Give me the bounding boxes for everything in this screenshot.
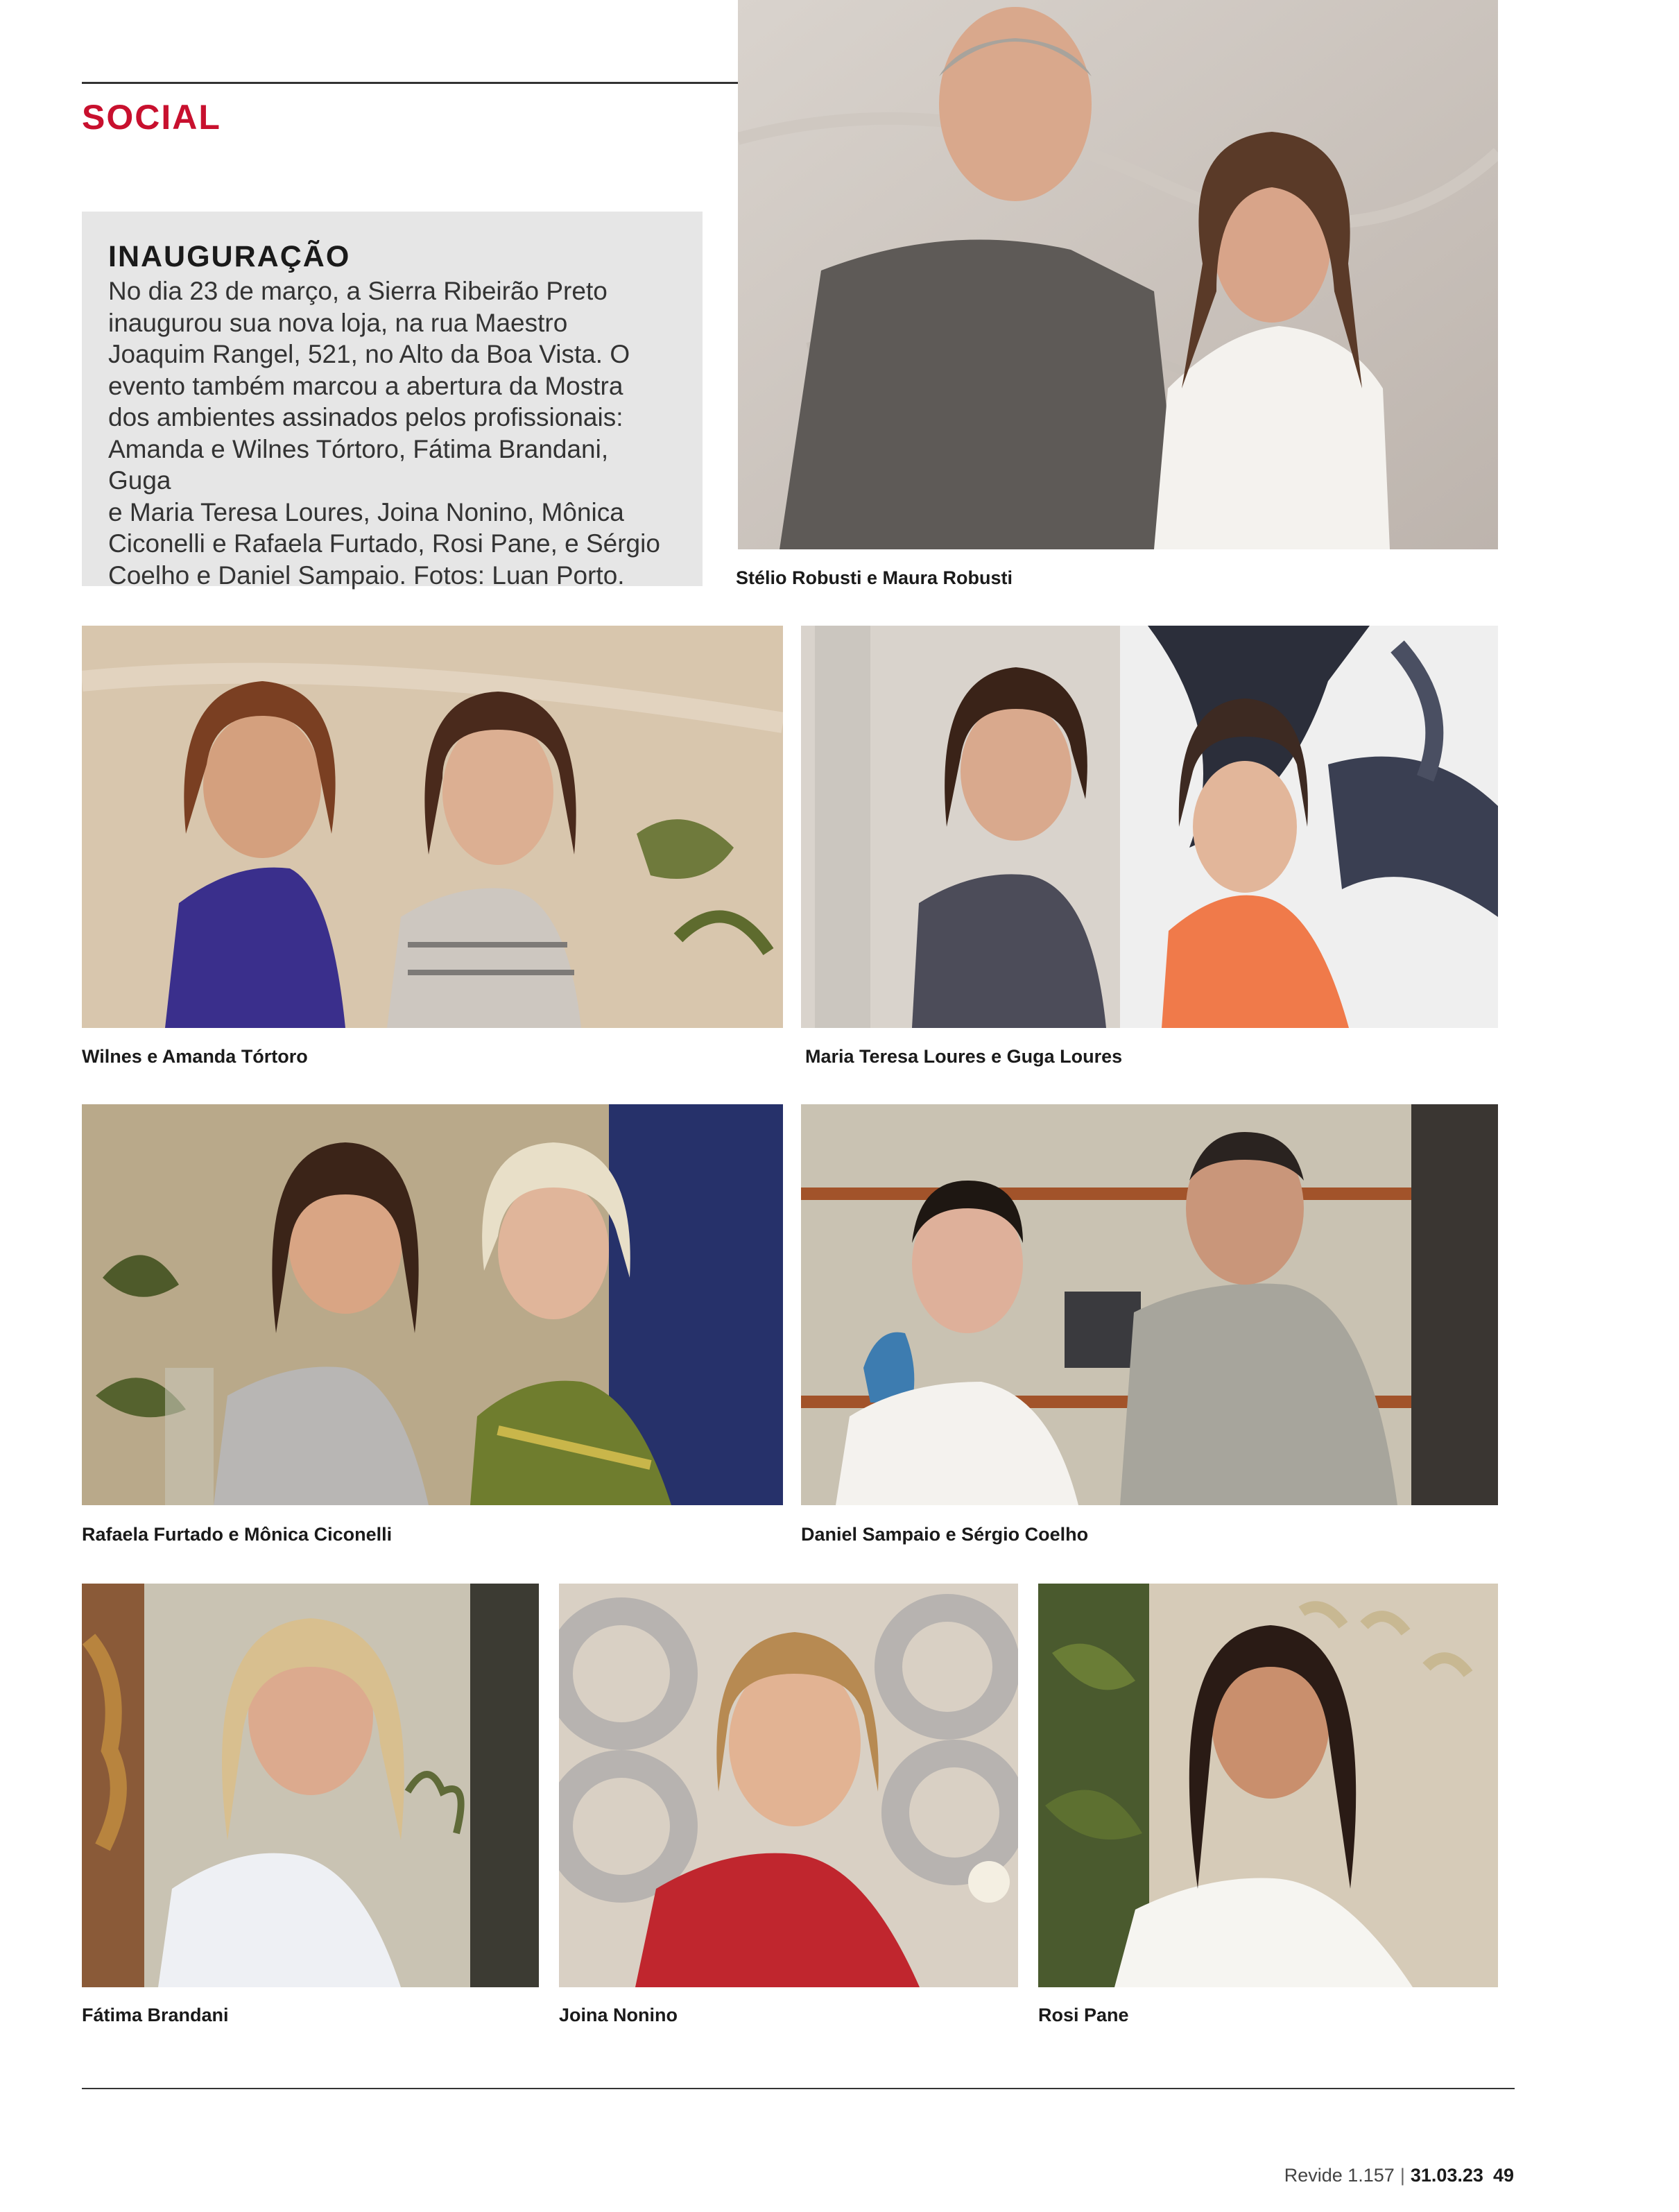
photo-couple-robusti [738, 0, 1498, 549]
header-rule [82, 82, 741, 84]
intro-line: Joaquim Rangel, 521, no Alto da Boa Vista. O [108, 340, 630, 368]
photo-caption: Rafaela Furtado e Mônica Ciconelli [82, 1524, 393, 1545]
photo-caption: Fátima Brandani [82, 2005, 229, 2025]
intro-line: e Maria Teresa Loures, Joina Nonino, Mônica [108, 497, 624, 526]
magazine-issue: Revide 1.157 [1284, 2165, 1395, 2186]
intro-title: INAUGURAÇÃO [108, 240, 351, 273]
photo-furtado-ciconelli [82, 1104, 783, 1505]
photo-caption: Rosi Pane [1038, 2005, 1129, 2025]
photo-caption: Stélio Robusti e Maura Robusti [736, 567, 1013, 588]
photo-tortoro [82, 626, 783, 1028]
photo-caption: Wilnes e Amanda Tórtoro [82, 1046, 308, 1067]
footer-rule [82, 2088, 1515, 2089]
intro-line: Ciconelli e Rafaela Furtado, Rosi Pane, e Sérgio [108, 529, 660, 558]
intro-line: No dia 23 de março, a Sierra Ribeirão Preto [108, 277, 608, 305]
footer-separator: | [1400, 2165, 1405, 2186]
intro-line: Amanda e Wilnes Tórtoro, Fátima Brandani, Guga [108, 434, 609, 495]
intro-text [108, 275, 678, 591]
intro-line: inaugurou sua nova loja, na rua Maestro [108, 308, 568, 337]
footer [1284, 2165, 1514, 2186]
photo-sampaio-coelho [801, 1104, 1498, 1505]
intro-box [82, 212, 703, 590]
photo-pane [1038, 1584, 1498, 1987]
photo-brandani [82, 1584, 539, 1987]
section-title: SOCIAL [82, 98, 221, 137]
page-number: 49 [1492, 2165, 1514, 2186]
photo-caption: Maria Teresa Loures e Guga Loures [805, 1046, 1123, 1067]
photo-caption: Daniel Sampaio e Sérgio Coelho [801, 1524, 1089, 1545]
intro-line: dos ambientes assinados pelos profissionais: [108, 403, 623, 431]
photo-caption: Joina Nonino [559, 2005, 678, 2025]
intro-line: evento também marcou a abertura da Mostra [108, 371, 623, 400]
photo-loures [801, 626, 1498, 1028]
photo-nonino [559, 1584, 1018, 1987]
issue-date: 31.03.23 [1410, 2165, 1483, 2186]
intro-line: Coelho e Daniel Sampaio. Fotos: Luan Porto. [108, 560, 625, 590]
